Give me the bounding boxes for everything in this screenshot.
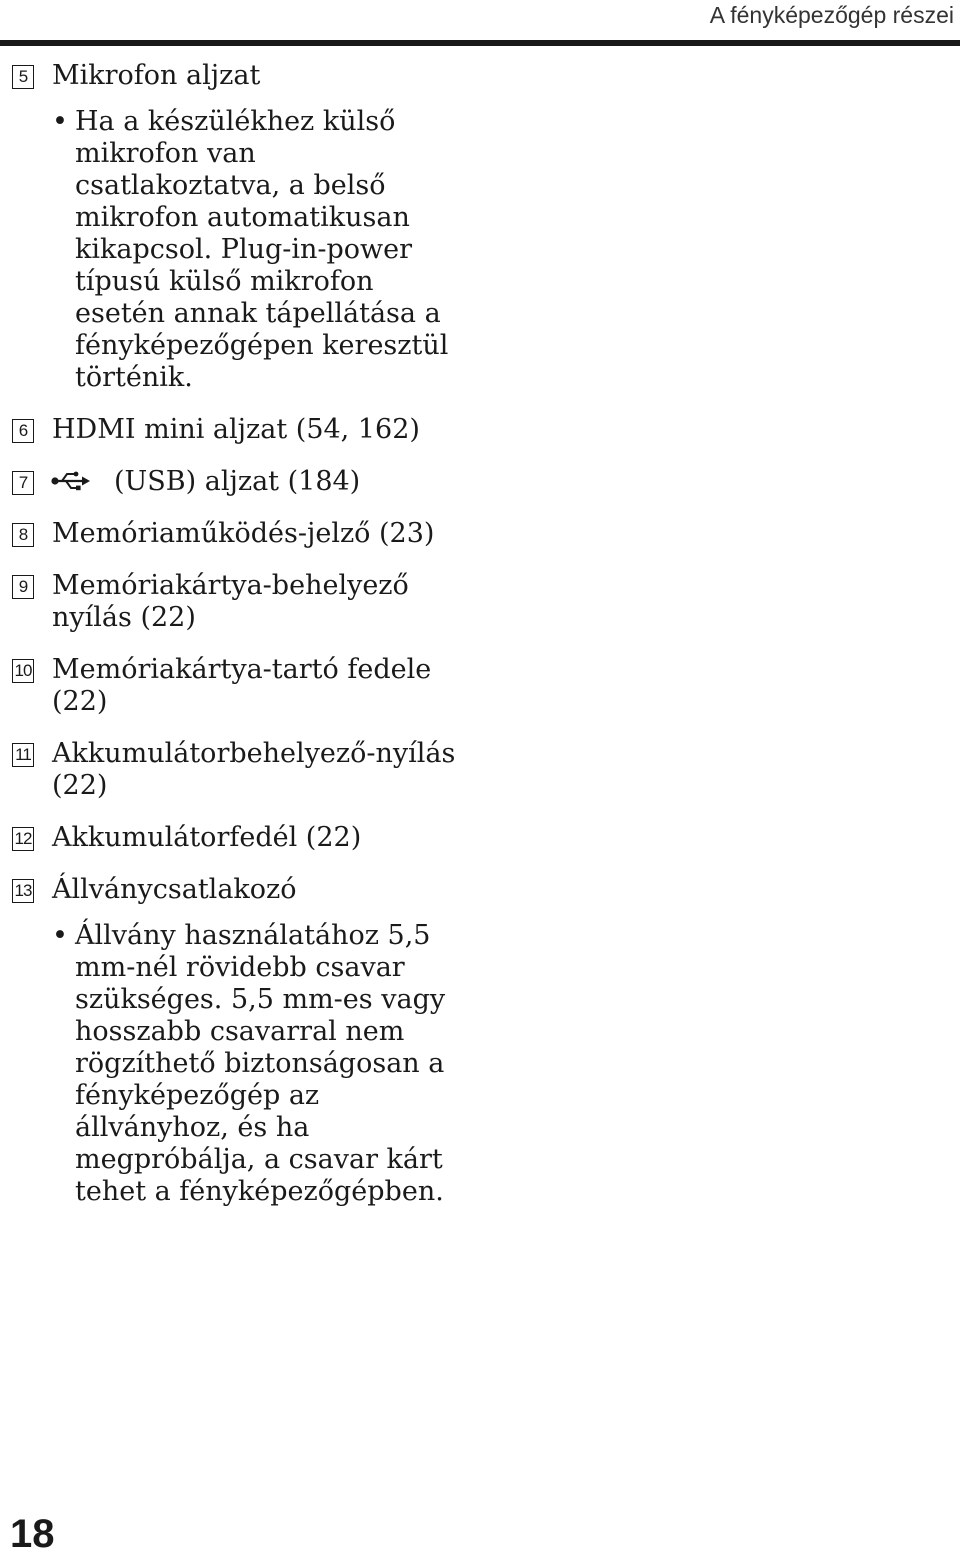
item-number-badge: 6	[12, 419, 34, 443]
parts-list	[12, 60, 462, 1228]
item-number-badge: 12	[12, 827, 34, 851]
item-number-badge: 7	[12, 471, 34, 495]
usb-icon	[50, 471, 90, 491]
note-text: Ha a készülékhez külső mikrofon van csatlakoztatva, a belső mikrofon automatikusan kikapcsol. Plug-in-power típusú külső mikrofon esetén annak tápellátása a fényképezőgépen keresztül történik.	[75, 106, 449, 393]
item-label: Akkumulátorfedél (22)	[52, 822, 362, 853]
list-item-11	[12, 738, 462, 802]
item-label-row	[52, 466, 462, 498]
item-label: Memóriakártya-tartó fedele (22)	[52, 654, 432, 717]
list-item-5	[12, 60, 462, 394]
item-number-badge: 9	[12, 575, 34, 599]
item-number-badge: 10	[12, 659, 34, 683]
list-item-7	[12, 466, 462, 498]
note-text: Állvány használatához 5,5 mm-nél rövidebb csavar szükséges. 5,5 mm-es vagy hosszabb csavarral nem rögzíthető biztonságosan a fényképezőgép az állványhoz, és ha megpróbálja, a csavar kárt tehet a fényképezőgépben.	[75, 920, 446, 1207]
list-item-9	[12, 570, 462, 634]
bullet-icon: •	[52, 920, 68, 951]
item-number-badge: 11	[12, 743, 34, 767]
page-number: 18	[10, 1512, 55, 1556]
item-note	[52, 106, 462, 394]
list-item-6	[12, 414, 462, 446]
item-label: (USB) aljzat (184)	[114, 466, 361, 497]
list-item-8	[12, 518, 462, 550]
section-title: A fényképezőgép részei	[709, 2, 954, 28]
item-number-badge: 5	[12, 65, 34, 89]
item-label: Mikrofon aljzat	[52, 60, 261, 91]
item-note	[52, 920, 462, 1208]
list-item-12	[12, 822, 462, 854]
list-item-10	[12, 654, 462, 718]
item-label: Memóriakártya-behelyező nyílás (22)	[52, 570, 409, 633]
item-number-badge: 8	[12, 523, 34, 547]
item-label: Állványcsatlakozó	[52, 874, 297, 905]
item-label: HDMI mini aljzat (54, 162)	[52, 414, 420, 445]
bullet-icon: •	[52, 106, 68, 137]
item-label: Memóriaműködés-jelző (23)	[52, 518, 435, 549]
header-rule	[0, 40, 960, 46]
item-number-badge: 13	[12, 879, 34, 903]
list-item-13	[12, 874, 462, 1208]
item-label: Akkumulátorbehelyező-nyílás (22)	[52, 738, 456, 801]
